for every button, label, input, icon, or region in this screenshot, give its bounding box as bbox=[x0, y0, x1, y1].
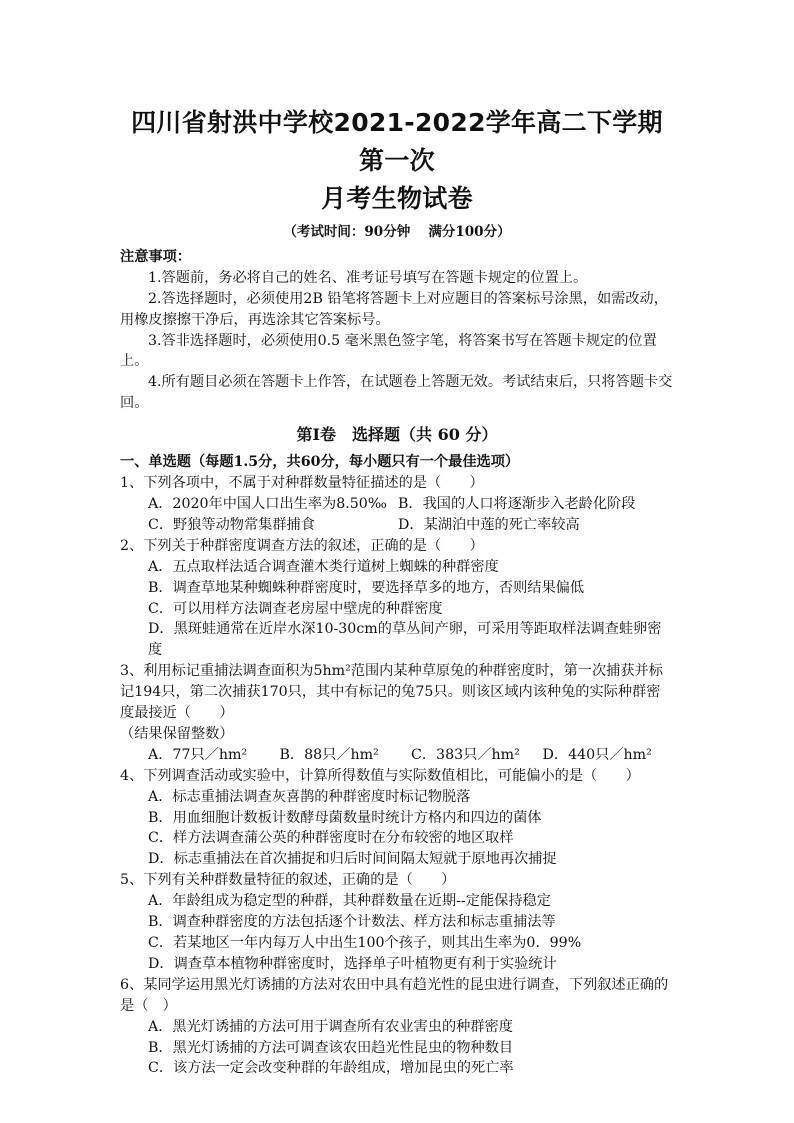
note-item: 1.答题前，务必将自己的姓名、准考证号填写在答题卡规定的位置上。 bbox=[148, 269, 588, 286]
question-5 bbox=[120, 870, 674, 975]
option-d: D．标志重捕法在首次捕捉和归后时间间隔太短就于原地再次捕捉 bbox=[148, 851, 557, 868]
question-stem: 4、下列调查活动或实验中，计算所得数值与实际数值相比，可能偏小的是（ ） bbox=[120, 767, 640, 784]
question-3 bbox=[120, 661, 674, 766]
question-4 bbox=[120, 766, 674, 871]
note-item: 4.所有题目必须在答题卡上作答，在试题卷上答题无效。考试结束后，只将答题卡交回。 bbox=[120, 374, 673, 412]
section-title: 第Ⅰ卷 选择题（共 60 分） bbox=[296, 425, 498, 445]
question-1 bbox=[120, 473, 674, 536]
option-d: D．某湖泊中莲的死亡率较高 bbox=[398, 516, 580, 533]
option-c: C．样方法调查蒲公英的种群密度时在分布较密的地区取样 bbox=[148, 830, 514, 847]
question-2 bbox=[120, 536, 674, 661]
option-a: A．77只／hm² bbox=[148, 746, 248, 763]
part-heading: 一、单选题（每题1.5分，共60分，每小题只有一个最佳选项） bbox=[120, 454, 520, 471]
option-c: C．383只／hm² bbox=[411, 746, 520, 763]
option-b: B．88只／hm² bbox=[279, 746, 379, 763]
option-row bbox=[120, 494, 674, 515]
exam-info: （考试时间：90分钟 满分100分） bbox=[283, 224, 511, 240]
option-d: D．调查草本植物种群密度时，选择单子叶植物更有利于实验统计 bbox=[148, 955, 557, 972]
option-b: B．调查种群密度的方法包括逐个计数法、样方法和标志重捕法等 bbox=[148, 914, 556, 931]
option-a: A．年龄组成为稳定型的种群，其种群数量在近期--定能保持稳定 bbox=[148, 893, 551, 910]
question-6 bbox=[120, 975, 674, 1080]
title-line-2: 月考生物试卷 bbox=[321, 184, 473, 213]
page-title bbox=[120, 104, 674, 218]
option-d: D．440只／hm² bbox=[542, 746, 652, 763]
option-d: D．黑斑蛙通常在近岸水深10-30cm的草丛间产卵，可采用等距取样法调查蛙卵密度 bbox=[148, 621, 662, 659]
notes-heading: 注意事项： bbox=[120, 248, 191, 265]
question-stem: 5、下列有关种群数量特征的叙述，正确的是（ ） bbox=[120, 872, 456, 889]
note-item: 2.答选择题时，必须使用2B 铅笔将答题卡上对应题目的答案标号涂黑，如需改动，用橡皮擦擦干净后，再选涂其它答案标号。 bbox=[120, 290, 668, 328]
option-a: A．黑光灯诱捕的方法可用于调查所有农业害虫的种群密度 bbox=[148, 1018, 513, 1035]
option-c: C．野狼等动物常集群捕食 bbox=[148, 516, 315, 533]
option-b: B．调查草地某种蜘蛛种群密度时，要选择草多的地方，否则结果偏低 bbox=[148, 579, 585, 596]
option-a: A．五点取样法适合调查灌木类行道树上蜘蛛的种群密度 bbox=[148, 558, 499, 575]
question-note: （结果保留整数） bbox=[120, 725, 234, 742]
question-stem: 6、某同学运用黑光灯诱捕的方法对农田中具有趋光性的昆虫进行调查，下列叙述正确的是（ ） bbox=[120, 976, 669, 1014]
notes-section bbox=[120, 247, 674, 414]
option-b: B．我国的人口将逐渐步入老龄化阶段 bbox=[398, 495, 636, 512]
note-item: 3.答非选择题时，必须使用0.5 毫米黑色签字笔，将答案书写在答题卡规定的位置上。 bbox=[120, 332, 657, 370]
option-b: B．用血细胞计数板计数酵母菌数量时统计方格内和四边的菌体 bbox=[148, 809, 542, 826]
question-stem: 2、下列关于种群密度调查方法的叙述，正确的是（ ） bbox=[120, 537, 484, 554]
option-row bbox=[120, 515, 674, 536]
option-row bbox=[120, 745, 674, 766]
question-stem: 3、利用标记重捕法调查面积为5hm²范围内某种草原兔的种群密度时，第一次捕获并标记194只，第二次捕获170只，其中有标记的兔75只。则该区域内该种兔的实际种群密度最接近（ ） bbox=[120, 663, 663, 722]
option-b: B．黑光灯诱捕的方法可调查该农田趋光性昆虫的物种数目 bbox=[148, 1039, 514, 1056]
option-a: A．2020年中国人口出生率为8.50‰ bbox=[148, 495, 387, 512]
option-c: C．若某地区一年内每万人中出生100个孩子，则其出生率为0．99% bbox=[148, 935, 582, 951]
question-stem: 1、下列各项中，不属于对种群数量特征描述的是（ ） bbox=[120, 475, 484, 492]
title-line-1: 四川省射洪中学校2021-2022学年高二下学期第一次 bbox=[131, 108, 663, 175]
option-c: C．可以用样方法调查老房屋中壁虎的种群密度 bbox=[148, 600, 443, 617]
option-a: A．标志重捕法调查灰喜鹊的种群密度时标记物脱落 bbox=[148, 788, 471, 805]
option-c: C．该方法一定会改变种群的年龄组成，增加昆虫的死亡率 bbox=[148, 1060, 514, 1077]
